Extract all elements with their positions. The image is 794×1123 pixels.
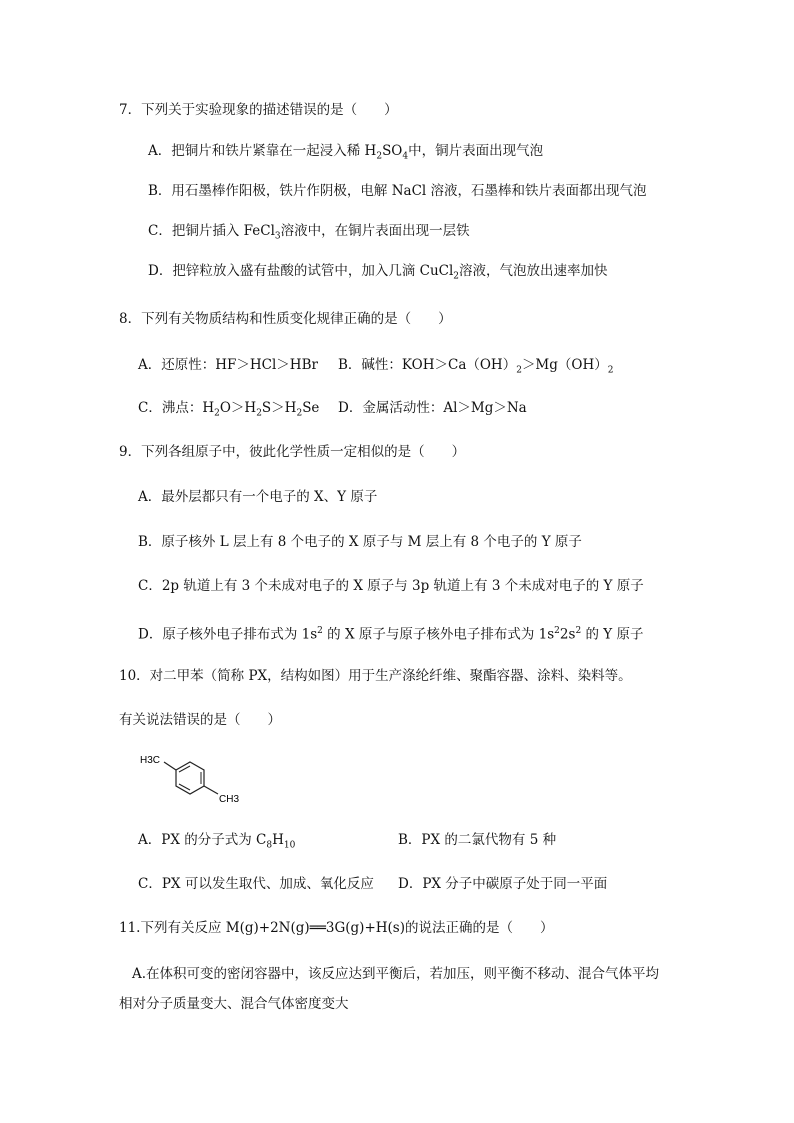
q9-option-d: D．原子核外电子排布式为 $1s^2$ 的 X 原子与原子核外电子排布式为 $1s^22s^2$ 的 Y 原子 <box>138 626 644 643</box>
p-xylene-structure <box>140 748 250 810</box>
q9-option-c: C．2p 轨道上有 3 个未成对电子的 X 原子与 3p 轨道上有 3 个未成对电子的 Y 原子 <box>138 578 644 594</box>
q9-stem: 9．下列各组原子中，彼此化学性质一定相似的是（ ） <box>119 444 466 460</box>
q9-option-b: B．原子核外 L 层上有 8 个电子的 X 原子与 M 层上有 8 个电子的 Y 原子 <box>138 534 582 550</box>
q7-option-a: A．把铜片和铁片紧靠在一起浸入稀 $H_2SO_4$中，铜片表面出现气泡 <box>148 143 544 162</box>
q7-option-d: D．把锌粒放入盛有盐酸的试管中，加入几滴 CuCl$_2$溶液，气泡放出速率加快 <box>148 263 608 282</box>
q8-option-b: B．碱性：$KOH>Ca(OH)_2>Mg(OH)_2$ <box>338 357 614 376</box>
q10-option-b: B．PX 的二氯代物有 5 种 <box>398 832 557 848</box>
q10-option-a: A．PX 的分子式为 $C_8H_{10}$ <box>138 832 296 851</box>
q11-option-a-line1: A.在体积可变的密闭容器中，该反应达到平衡后，若加压，则平衡不移动、混合气体平均 <box>132 966 660 982</box>
q10-stem-line2: 有关说法错误的是（ ） <box>119 712 281 728</box>
q10-option-c: C．PX 可以发生取代、加成、氧化反应 <box>138 876 374 892</box>
q8-stem: 8．下列有关物质结构和性质变化规律正确的是（ ） <box>119 311 452 327</box>
q8-option-d: D．金属活动性：Al＞Mg＞Na <box>338 400 527 416</box>
q10-option-d: D．PX 分子中碳原子处于同一平面 <box>398 876 608 892</box>
q8-option-a: A．还原性：HF＞HCl＞HBr <box>138 357 318 373</box>
q11-option-a-line2: 相对分子质量变大、混合气体密度变大 <box>119 996 349 1012</box>
h3c-label: H3C <box>140 755 161 766</box>
ch3-label: CH3 <box>219 794 240 805</box>
q7-option-b: B．用石墨棒作阳极，铁片作阴极，电解 NaCl 溶液，石墨棒和铁片表面都出现气泡 <box>148 183 647 199</box>
q8-option-c: C．沸点：$H_2O>H_2S>H_2Se$ <box>138 400 320 419</box>
q10-stem-line1: 10．对二甲苯（简称 PX，结构如图）用于生产涤纶纤维、聚酯容器、涂料、染料等。 <box>119 668 632 684</box>
q7-option-c: C．把铜片插入 FeCl$_3$溶液中，在铜片表面出现一层铁 <box>148 223 470 242</box>
q7-stem: 7．下列关于实验现象的描述错误的是（ ） <box>119 102 398 118</box>
p-xylene-diagram <box>140 748 250 810</box>
q9-option-a: A．最外层都只有一个电子的 X、Y 原子 <box>138 489 378 505</box>
q11-stem: 11.下列有关反应 M(g)+2N(g)══3G(g)+H(s)的说法正确的是（ ） <box>119 920 554 936</box>
